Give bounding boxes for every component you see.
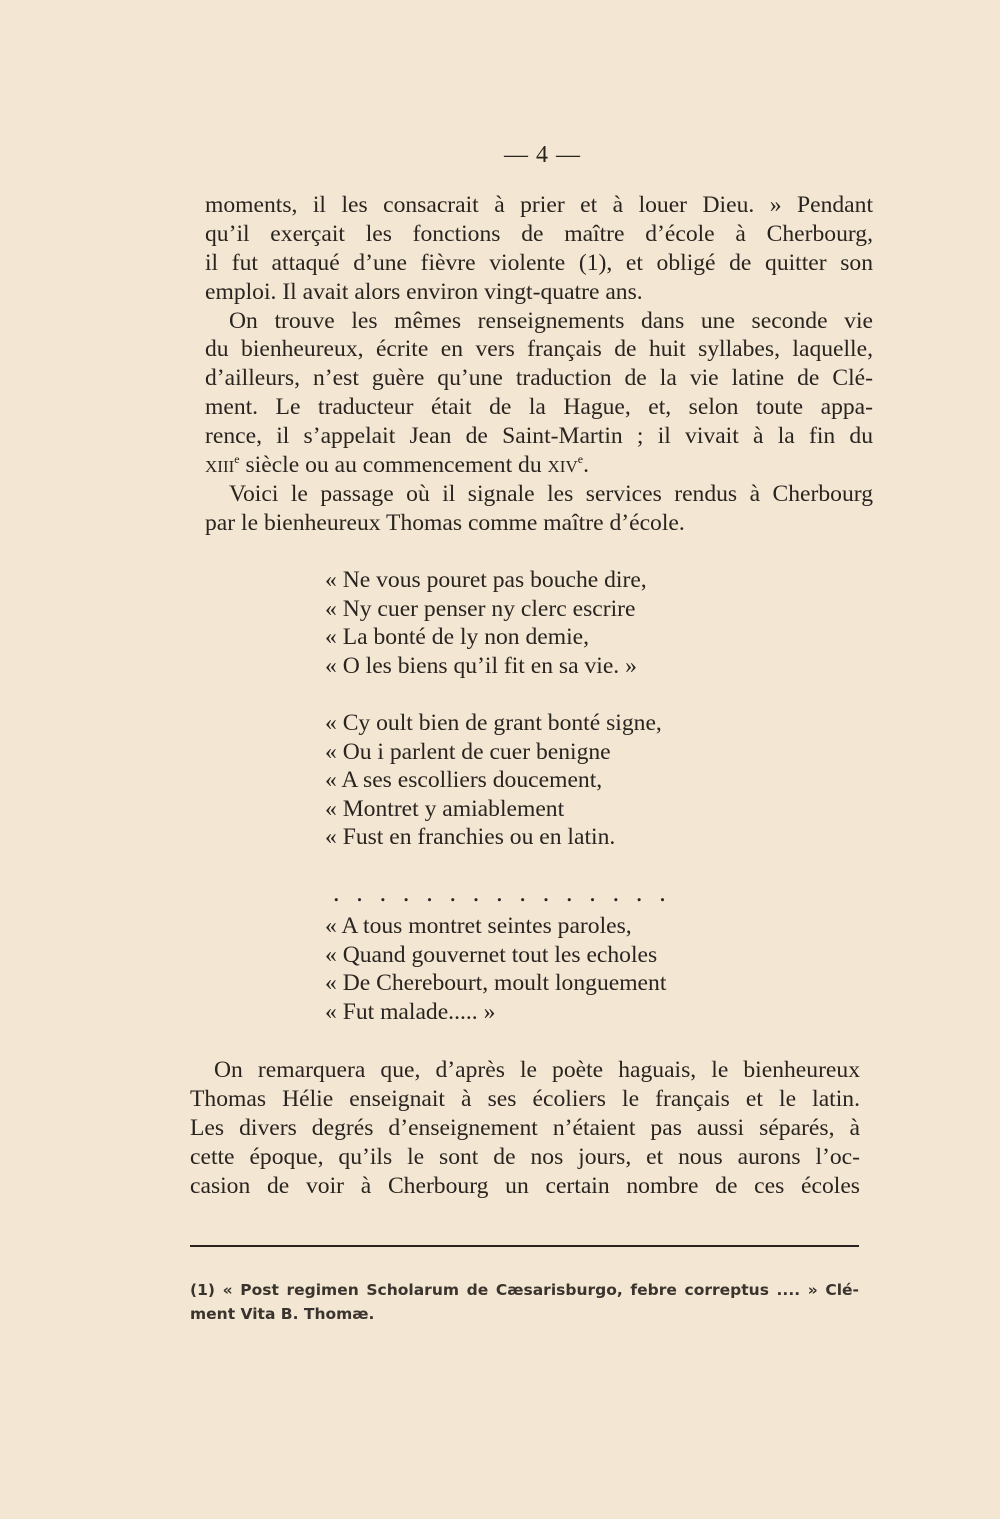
verse-line: « Ne vous pouret pas bouche dire, xyxy=(325,567,647,593)
verse-line: « Ny cuer penser ny clerc escrire xyxy=(325,595,636,622)
verse-line: « Cy oult bien de grant bonté signe, xyxy=(325,710,662,736)
century-text: siècle ou au commencement du xyxy=(239,452,548,479)
century-line xyxy=(205,451,873,480)
footnote-line: (1) « Post regimen Scholarum de Cæsarisburgo, febre correptus .... » Clé- xyxy=(190,1281,859,1299)
verse-line: « De Cherebourt, moult longuement xyxy=(325,970,667,997)
century-end: . xyxy=(583,452,589,479)
footnote-divider xyxy=(190,1245,859,1247)
text-line: il fut attaqué d’une fièvre violente (1), et obligé de quitter son xyxy=(205,249,873,276)
text-line: par le bienheureux Thomas comme maître d’école. xyxy=(205,509,685,536)
verse-line: « A tous montret seintes paroles, xyxy=(325,913,632,939)
text-line: On remarquera que, d’après le poète haguais, le bienheureux xyxy=(214,1057,860,1083)
page-number: — 4 — xyxy=(504,142,581,168)
verse-stanza-3 xyxy=(325,912,666,1026)
text-line: d’ailleurs, n’est guère qu’une traduction de la vie latine de Clé- xyxy=(205,365,873,392)
text-line: rence, il s’appelait Jean de Saint-Martin ; il vivait à la fin du xyxy=(205,423,873,450)
footnote-line: ment Vita B. Thomæ. xyxy=(190,1305,375,1323)
superscript: e xyxy=(234,452,240,467)
text-line: moments, il les consacrait à prier et à louer Dieu. » Pendant xyxy=(205,192,873,218)
text-line: Thomas Hélie enseignait à ses écoliers le français et le latin. xyxy=(190,1085,860,1112)
verse-line: « Montret y amiablement xyxy=(325,795,565,822)
verse-stanza-1 xyxy=(325,566,647,680)
outro-paragraph xyxy=(190,1056,860,1200)
text-line: casion de voir à Cherbourg un certain nombre de ces écoles xyxy=(190,1172,860,1199)
text-line: Voici le passage où il signale les services rendus à Cherbourg xyxy=(229,480,873,507)
verse-line: « Quand gouvernet tout les echoles xyxy=(325,941,658,968)
verse-line: « Fust en franchies ou en latin. xyxy=(325,824,616,851)
verse-stanza-2 xyxy=(325,709,662,852)
verse-line: « Fut malade..... » xyxy=(325,998,496,1025)
intro-paragraphs xyxy=(205,191,873,538)
text-line: Les divers degrés d’enseignement n’étaient pas aussi séparés, à xyxy=(190,1114,860,1141)
verse-line: « Ou i parlent de cuer benigne xyxy=(325,738,611,765)
text-line: du bienheureux, écrite en vers français de huit syllabes, laquelle, xyxy=(205,336,873,363)
text-line: cette époque, qu’ils le sont de nos jours, et nous aurons l’oc- xyxy=(190,1143,860,1170)
verse-line: « O les biens qu’il fit en sa vie. » xyxy=(325,652,637,679)
text-line: qu’il exerçait les fonctions de maître d’école à Cherbourg, xyxy=(205,220,873,247)
verse-line: « A ses escolliers doucement, xyxy=(325,767,603,794)
text-line: emploi. Il avait alors environ vingt-quatre ans. xyxy=(205,278,643,305)
footnote xyxy=(190,1278,859,1326)
century-xiii: xiii xyxy=(205,452,235,479)
superscript: e xyxy=(577,452,584,467)
ellipsis-row: ............... xyxy=(333,878,683,907)
text-line: ment. Le traducteur était de la Hague, et, selon toute appa- xyxy=(205,394,873,421)
text-line: On trouve les mêmes renseignements dans une seconde vie xyxy=(229,307,873,334)
century-xiv: xiv xyxy=(547,452,578,479)
verse-line: « La bonté de ly non demie, xyxy=(325,624,590,651)
